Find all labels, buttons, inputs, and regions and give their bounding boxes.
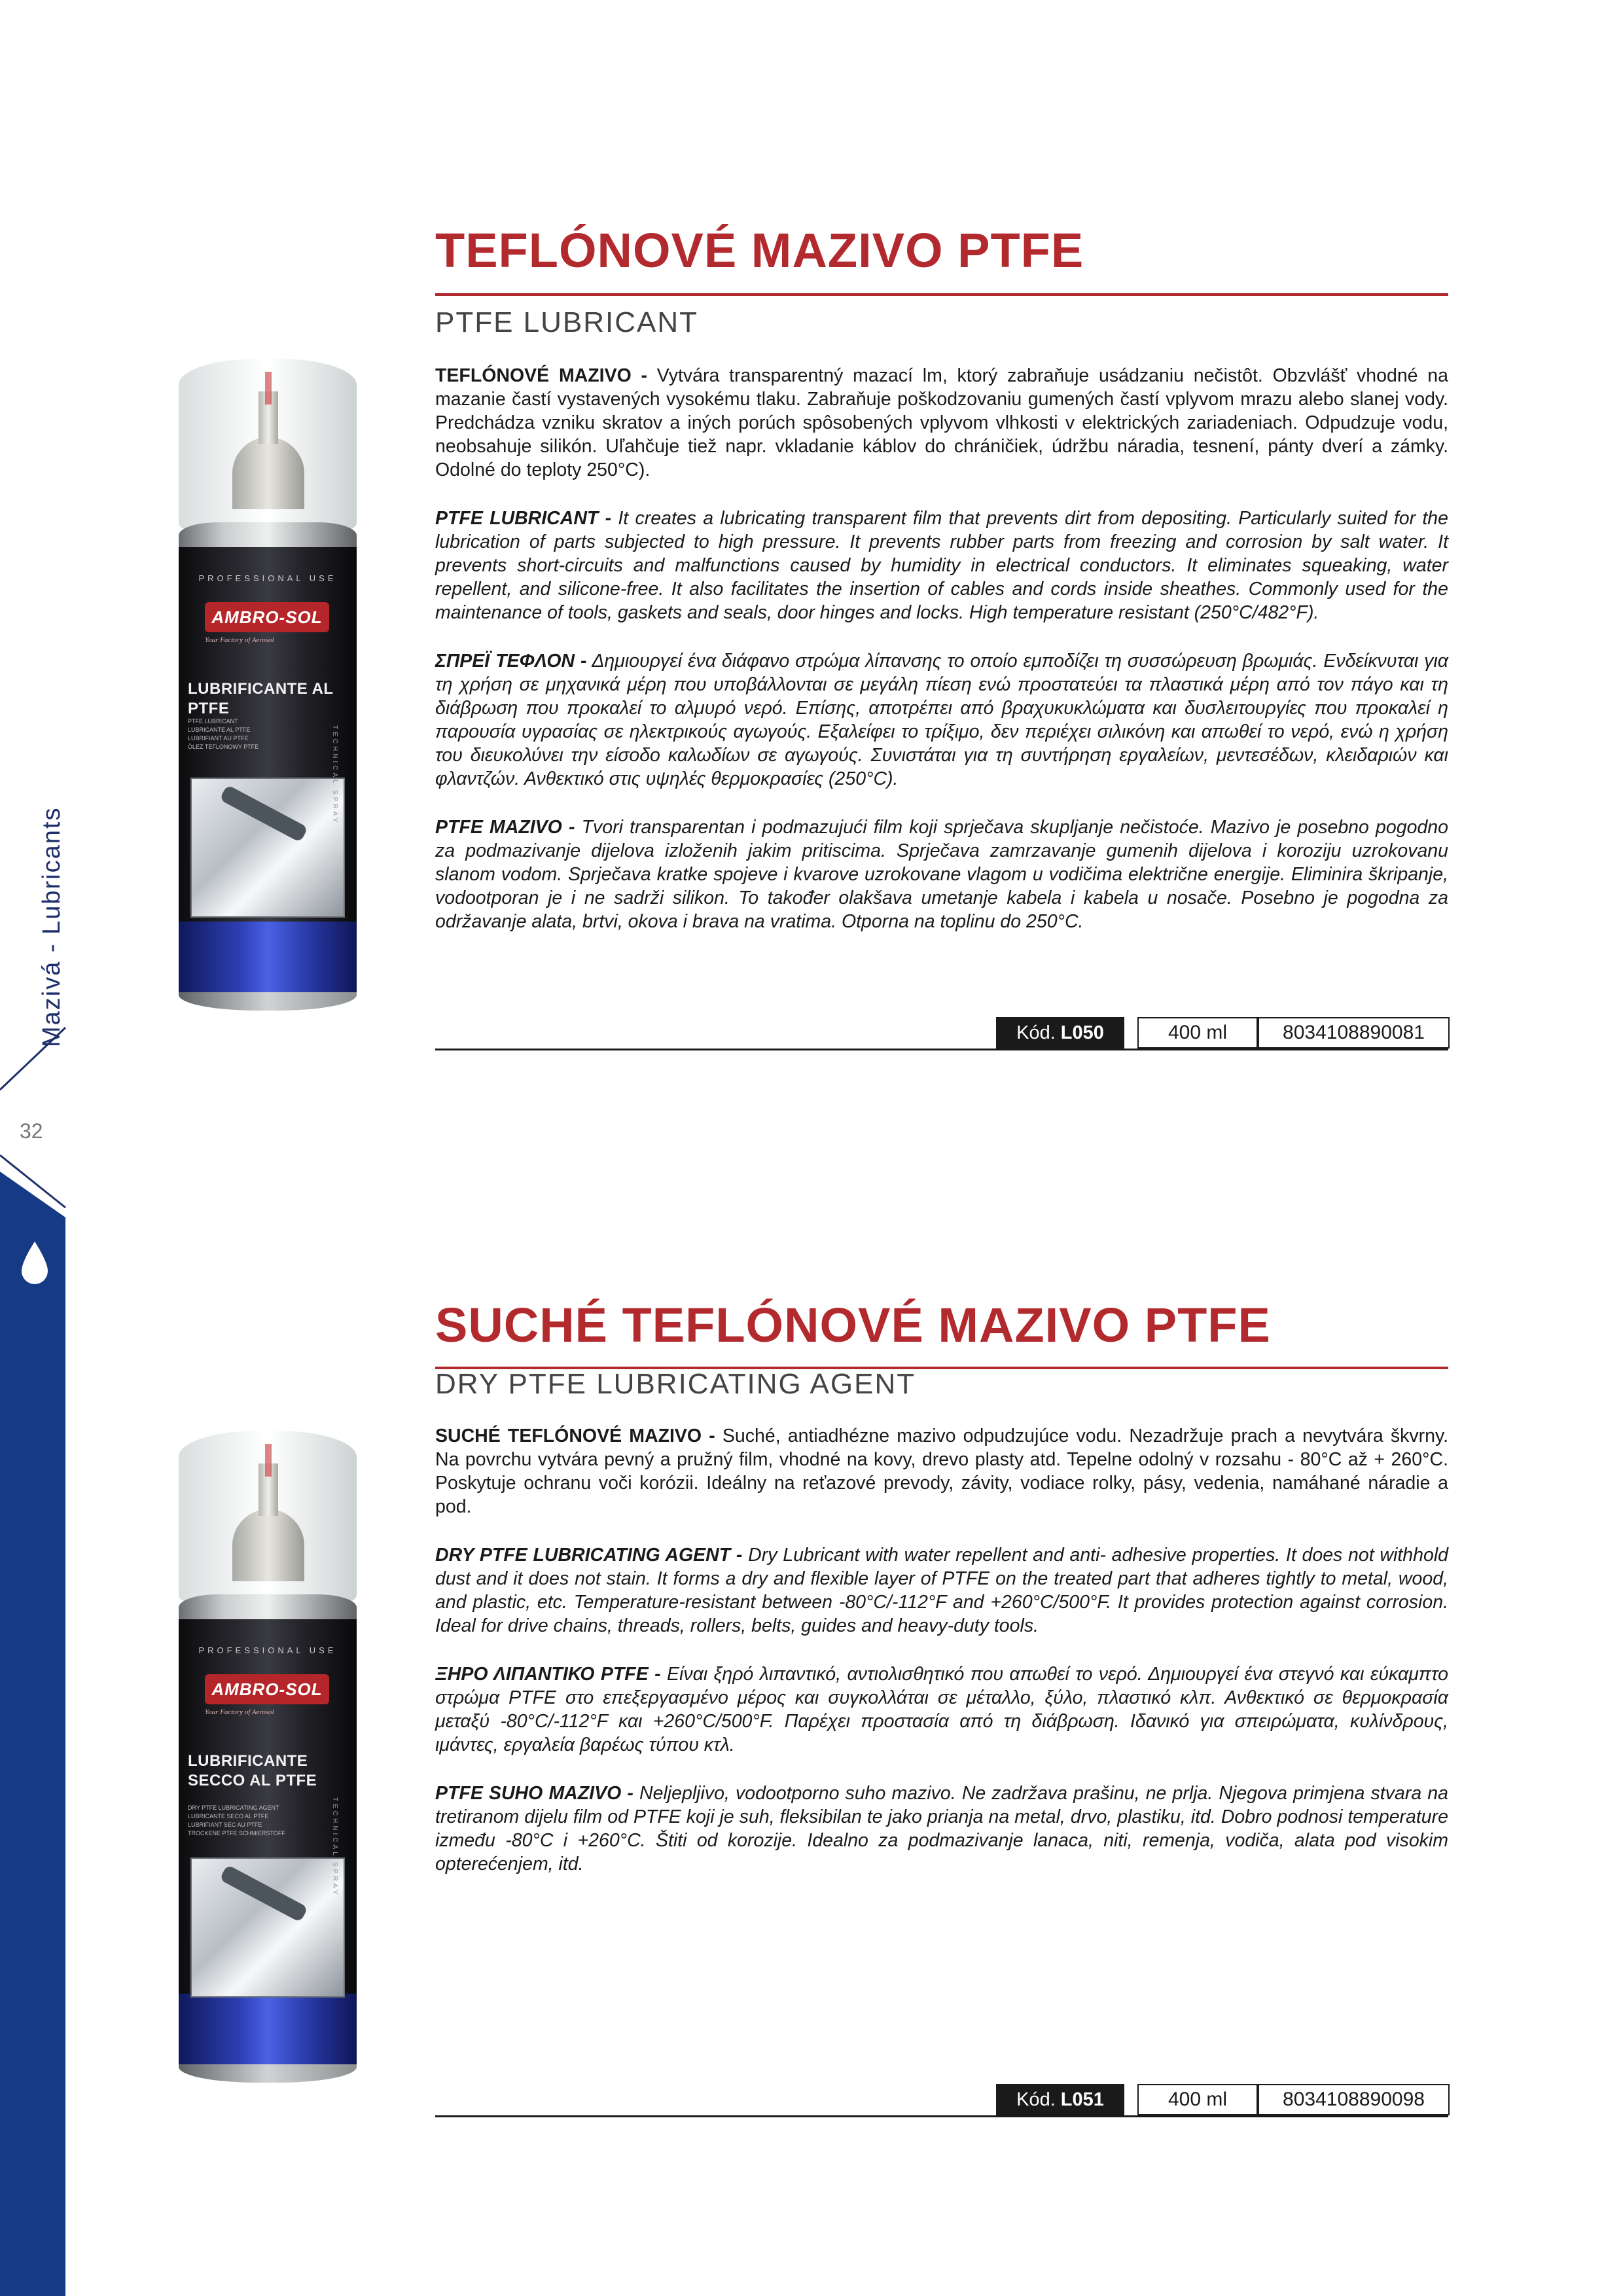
- can-professional-text: PROFESSIONAL USE: [198, 573, 337, 583]
- can-application-photo: [190, 1857, 345, 1998]
- can-side-text: TECHNICAL SPRAY: [331, 725, 338, 825]
- product-volume: 400 ml: [1137, 1017, 1258, 1049]
- description-sk: SUCHÉ TEFLÓNOVÉ MAZIVO - Suché, antiadhézne mazivo odpudzujúce vodu. Nezadržuje prach a nevytvára škvrny. Na povrchu vytvára pevný a pružný film, vhodné na kovy, drevo plasty atd. Tepelne odolný v rozsahu - 80°C až + 260°C. Poskytuje ochranu voči korózii. Ideálny na reťazové prevody, závity, vodiace rolky, pásy, vedenia, namáhané náradie a pod.: [435, 1426, 1448, 1517]
- product-title: TEFLÓNOVÉ MAZIVO PTFE: [435, 223, 1084, 278]
- brand-tagline: Your Factory of Aerosol: [205, 636, 274, 644]
- product-description: [435, 1424, 1448, 1901]
- brand-logo: AMBRO-SOL: [205, 1674, 329, 1704]
- can-base: [179, 2064, 357, 2083]
- section-label: Mazivá - Lubricants: [38, 806, 65, 1047]
- product-image: [167, 1431, 370, 2085]
- can-product-name: LUBRIFICANTE SECCO AL PTFE: [188, 1752, 317, 1789]
- can-band: [179, 1994, 357, 2066]
- can-product-name: LUBRIFICANTE AL PTFE: [188, 680, 334, 717]
- can-shoulder: [179, 522, 357, 548]
- product-image: [167, 359, 370, 1013]
- description-sk: TEFLÓNOVÉ MAZIVO - Vytvára transparentný mazací lm, ktorý zabraňuje usádzaniu nečistôt. Obzvlášť vhodné na mazanie častí vystavených vysokému tlaku. Zabraňuje poškodzovaniu gumených častí vplyvom mrazu alebo slanej vody. Predchádza vzniku skratov a iných porúch spôsobených vplyvom vlhkosti v elektrických zariadeniach. Odpudzuje vodu, neobsahuje silikón. Uľahčuje tiež napr. vkladanie káblov do chráničiek, údržbu náradia, tesnení, pánty dverí a zámky. Odolné do teploty 250°C).: [435, 365, 1448, 480]
- page-number: 32: [20, 1119, 43, 1143]
- description-hr: PTFE MAZIVO - Tvori transparentan i podmazujući film koji sprječava skupljanje nečistoće. Mazivo je posebno pogodno za podmazivanje dijelova izloženih jakim pritiscima. Sprječava zamrzavanje gumenih dijelova i koroziju uzrokovanu slanom vodom. Sprječava kratke spojeve i kvarove uzrokovane vlagom u vodičima električne energije. Eliminira škripanje, vodootporan je i ne sadrži silikon. To također olakšava umetanje kabela i kabela u nosače. Posebno je pogodna za održavanje alata, brtvi, okova i brava na vratima. Otporna na toplinu do 250°C.: [435, 817, 1448, 932]
- can-base: [179, 992, 357, 1011]
- can-valve: [232, 437, 304, 509]
- product-code: Kód. L050: [996, 1017, 1124, 1049]
- can-small-text: DRY PTFE LUBRICATING AGENT LUBRICANTE SECO AL PTFE LUBRIFIANT SEC AU PTFE TROCKENE PTFE SCHMIERSTOFF: [188, 1804, 285, 1837]
- footer-divider: [435, 1049, 1448, 1050]
- can-side-text: TECHNICAL SPRAY: [331, 1797, 338, 1897]
- brand-logo: AMBRO-SOL: [205, 602, 329, 632]
- product-subtitle: DRY PTFE LUBRICATING AGENT: [435, 1368, 916, 1400]
- can-valve: [232, 1509, 304, 1581]
- product-volume: 400 ml: [1137, 2084, 1258, 2115]
- sidebar-decoration: [0, 982, 85, 2296]
- product-ean: 8034108890098: [1258, 2084, 1450, 2115]
- product-ean: 8034108890081: [1258, 1017, 1450, 1049]
- product-code: Kód. L051: [996, 2084, 1124, 2115]
- description-el: ΣΠΡΕΪ ΤΕΦΛΟΝ - Δημιουργεί ένα διάφανο στρώμα λίπανσης το οποίο εμποδίζει τη συσσώρευση βρωμιάς. Ενδείκνυται για τη χρήση σε μηχανικά μέρη που υποβάλλονται σε μεγάλη πίεση ενώ προστατεύει τα πλαστικά μέρη από τον πάγο και τη διάβρωση που προκαλεί το αλμυρό νερό. Επίσης, αποτρέπει από βραχυκυκλώματα και δυσλειτουργίες που προκαλεί η παρουσία υγρασίας σε ηλεκτρικούς αγωγούς. Εξαλείφει το τρίξιμο, δεν περιέχει σιλικόνη και απωθεί το νερό, ενώ η χρήση του διευκολύνει την είσοδο καλωδίων σε αγωγούς. Συνιστάται για τη συντήρηση εργαλείων, μεντεσέδων, κλειδαριών και φλαντζών. Ανθεκτικό στις υψηλές θερμοκρασίες (250°C).: [435, 651, 1448, 789]
- product-description: [435, 364, 1448, 958]
- footer-divider: [435, 2115, 1448, 2117]
- can-stripe: [265, 1444, 272, 1477]
- description-en: PTFE LUBRICANT - It creates a lubricating transparent film that prevents dirt from depositing. Particularly suited for the lubrication of parts subjected to high pressure. It prevents rubber parts from freezing and corrosion by salt water. It prevents short-circuits and malfunctions caused by humidity in electrical conductors. It eliminates squeaking, water repellent, and silicone-free. It also facilitates the insertion of cables and cords inside sheathes. Commonly used for the maintenance of tools, gaskets and seals, door hinges and locks. High temperature resistant (250°C/482°F).: [435, 508, 1448, 623]
- can-stripe: [265, 372, 272, 404]
- description-hr: PTFE SUHO MAZIVO - Neljepljivo, vodootporno suho mazivo. Ne zadržava prašinu, ne prlja. Njegova primjena stvara na tretiranom dijelu film od PTFE koji je suh, fleksibilan te jako prianja na metal, drvo, plastiku, itd. Dobro podnosi temperature između -80°C i +260°C. Štiti od korozije. Idealno za podmazivanje lanaca, niti, remenja, vodiča, alata pod visokim opterećenjem, itd.: [435, 1783, 1448, 1874]
- description-el: ΞΗΡΟ ΛΙΠΑΝΤΙΚΟ PTFE - Είναι ξηρό λιπαντικό, αντιολισθητικό που απωθεί το νερό. Δημιουργεί ένα στεγνό και εύκαμπτο στρώμα PTFE στο επεξεργασμένο μέρος και συγκολλάται σε μέταλλο, ξύλο, πλαστικό κλπ. Ανθεκτικό σε θερμοκρασία μεταξύ -80°C/-112°F και +260°C/500°F. Παρέχει προστασία από τη διάβρωση. Ιδανικό για σπειρώματα, κυλίνδρους, ιμάντες, εργαλεία βαρέως τύπου κτλ.: [435, 1664, 1449, 1755]
- product-subtitle: PTFE LUBRICANT: [435, 306, 699, 338]
- title-divider: [435, 293, 1448, 296]
- product-title: SUCHÉ TEFLÓNOVÉ MAZIVO PTFE: [435, 1298, 1271, 1352]
- can-professional-text: PROFESSIONAL USE: [198, 1645, 337, 1655]
- can-application-photo: [190, 778, 345, 918]
- can-shoulder: [179, 1594, 357, 1621]
- drop-icon: [18, 1240, 51, 1286]
- brand-tagline: Your Factory of Aerosol: [205, 1708, 274, 1716]
- can-band: [179, 922, 357, 994]
- description-en: DRY PTFE LUBRICATING AGENT - Dry Lubricant with water repellent and anti- adhesive properties. It does not withhold dust and it does not stain. It forms a dry and flexible layer of PTFE on the treated part that adheres tightly to metal, wood, and plastic, etc. Temperature-resistant between -80°C/-112°F and +260°C/500°F. It provides protection against corrosion. Ideal for drive chains, threads, rollers, belts, guides and heavy-duty tools.: [435, 1545, 1448, 1636]
- can-small-text: PTFE LUBRICANT LUBRICANTE AL PTFE LUBRIFIANT AU PTFE ÖLEZ TEFLONOWY PTFE: [188, 718, 259, 750]
